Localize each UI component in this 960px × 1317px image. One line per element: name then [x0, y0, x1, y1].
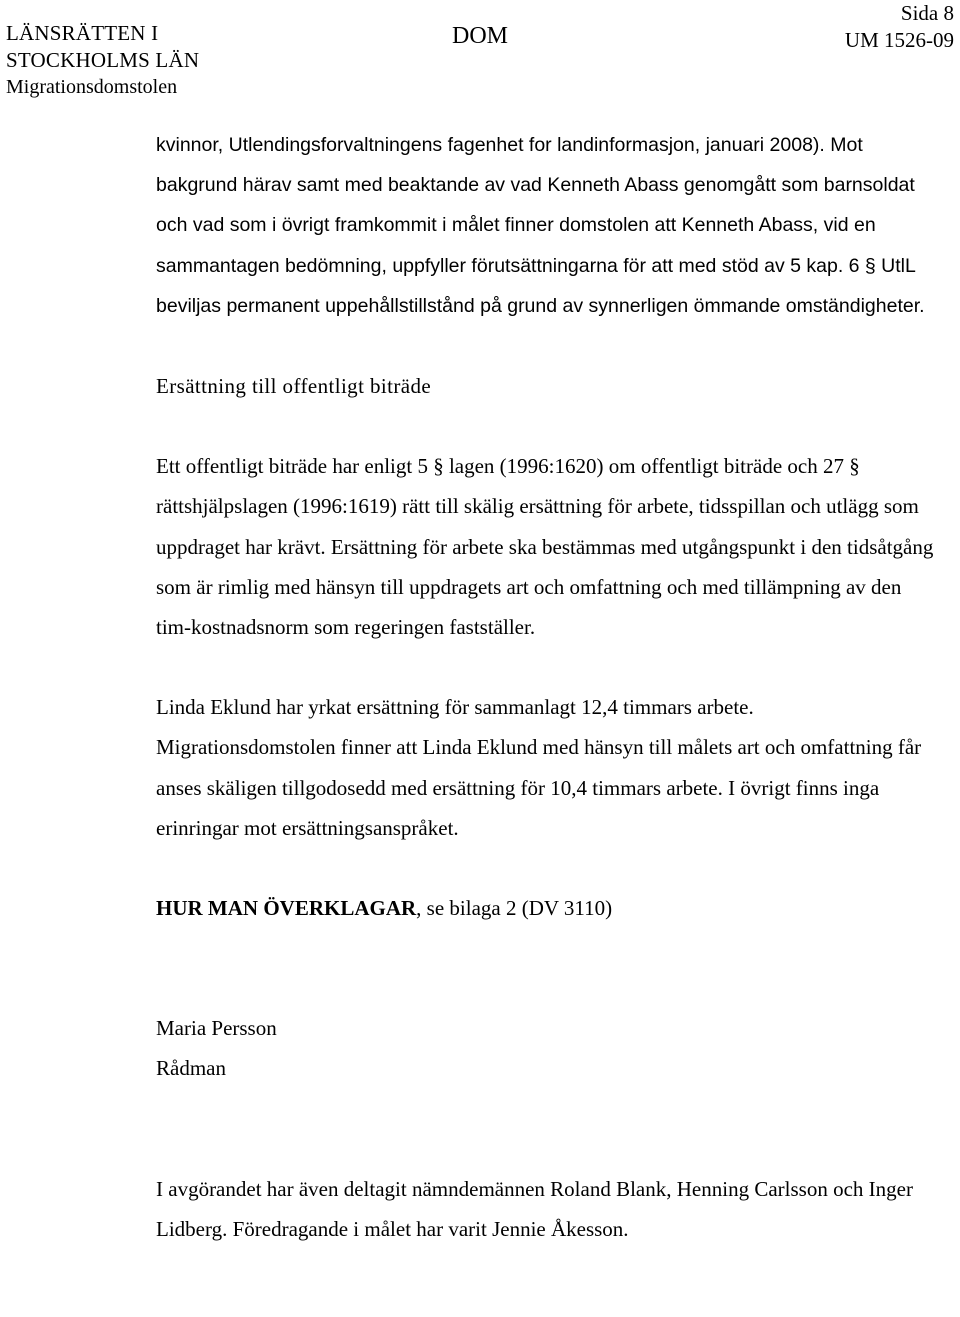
- signer-title: Rådman: [156, 1056, 226, 1081]
- paragraph-compensation-rules: Ett offentligt biträde har enligt 5 § lagen (1996:1620) om offentligt biträde och 27 § rättshjälpslagen (1996:1619) rätt till skälig ersättning för arbete, tidsspillan och utlägg som uppdraget har krävt. Ersättning för arbete ska bestämmas med utgångspunkt i den tidsåtgång som är rimlig med hänsyn till uppdragets art och omfattning och med tillämpning av den tim-kostnadsnorm som regeringen fastställer.: [156, 454, 934, 640]
- header-meta: [845, 0, 954, 54]
- appeal-instructions: [156, 888, 936, 928]
- page-number: Sida 8: [900, 1, 954, 25]
- document-body: [156, 125, 936, 1249]
- header-court: [6, 20, 199, 101]
- section-heading-compensation: Ersättning till offentligt biträde: [156, 374, 432, 399]
- case-number: UM 1526-09: [844, 28, 954, 52]
- paragraph-compensation-decision: Linda Eklund har yrkat ersättning för sammanlagt 12,4 timmars arbete. Migrationsdomstolen finner att Linda Eklund med hänsyn till målets art och omfattning får anses skäligen tillgodosedd med ersättning för 10,4 timmars arbete. I övrigt finns inga erinringar mot ersättningsanspråket.: [156, 695, 922, 840]
- paragraph-assessment: kvinnor, Utlendingsforvaltningens fagenhet for landinformasjon, januari 2008). Mot bakgrund härav samt med beaktande av vad Kenneth Abass genomgått som barnsoldat och vad som i övrigt framkommit i målet finner domstolen att Kenneth Abass, vid en sammantagen bedömning, uppfyller förutsättningarna för att med stöd av 5 kap. 6 § UtlL beviljas permanent uppehållstillstånd på grund av synnerligen ömmande omständigheter.: [156, 134, 925, 317]
- court-division: Migrationsdomstolen: [6, 76, 178, 98]
- signer-name: Maria Persson: [156, 1016, 277, 1041]
- document-type: DOM: [451, 23, 508, 49]
- appeal-reference: , se bilaga 2 (DV 3110): [416, 896, 613, 921]
- closing-paragraph: I avgörandet har även deltagit nämndemännen Roland Blank, Henning Carlsson och Inger Lidberg. Föredragande i målet har varit Jennie Åkesson.: [156, 1176, 913, 1241]
- appeal-heading: HUR MAN ÖVERKLAGAR: [156, 896, 417, 921]
- court-name-line-1: LÄNSRÄTTEN I: [6, 21, 159, 45]
- court-name-line-2: STOCKHOLMS LÄN: [6, 48, 200, 72]
